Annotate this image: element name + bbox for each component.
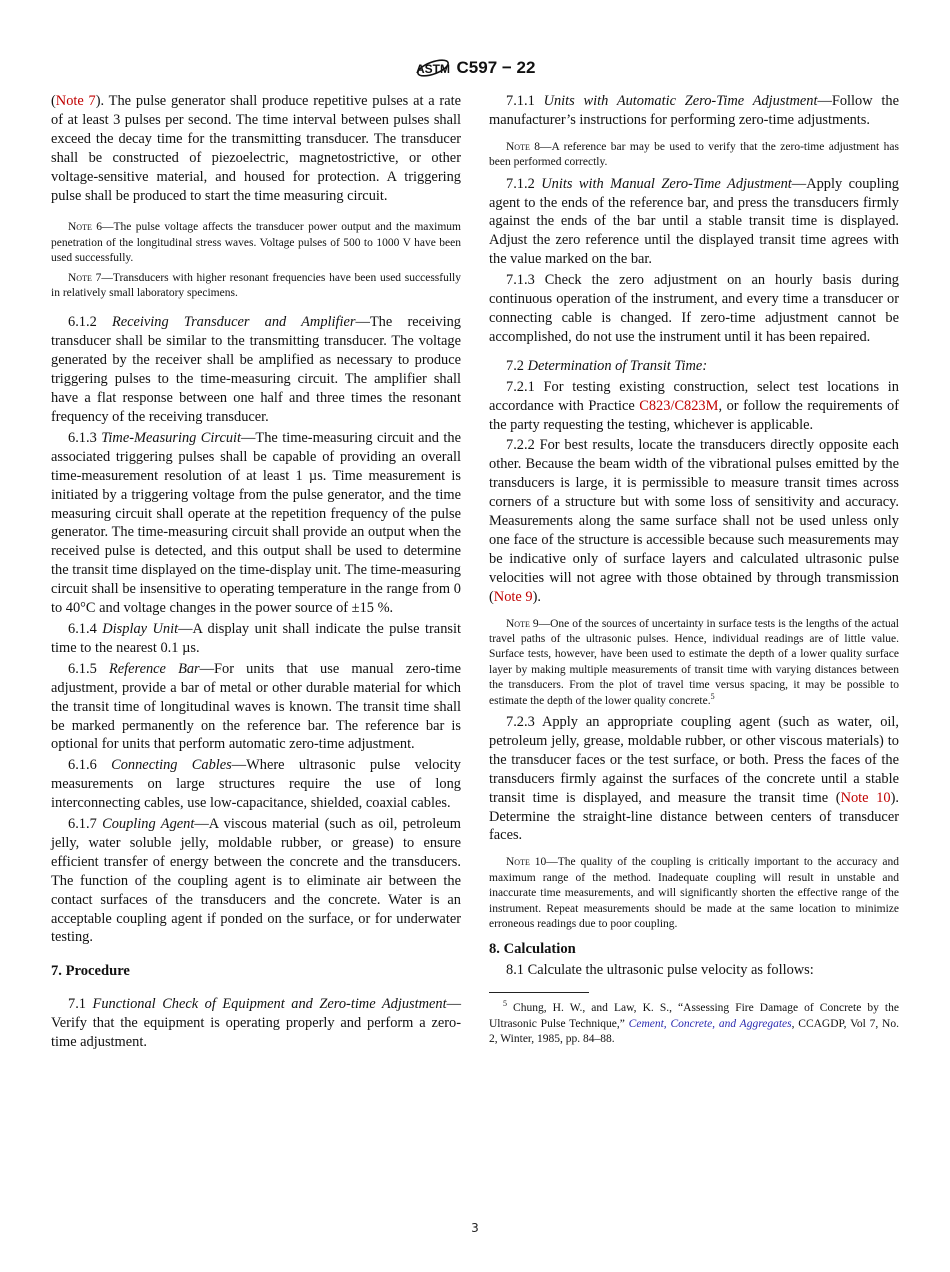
section-7-1-3: 7.1.3 Check the zero adjustment on an hourly basis during continuous operation of the instrument, and every time a transducer or connecting cable is changed. If zero-time adjustment cannot be accomplished, do not use the instrument until it has been repaired.: [489, 272, 899, 345]
c823-link[interactable]: C823/C823M: [639, 397, 719, 414]
note-7-link[interactable]: Note 7: [55, 93, 96, 109]
section-heading-procedure: 7. Procedure: [51, 963, 130, 980]
section-7-2: 7.2 Determination of Transit Time:: [506, 357, 708, 374]
astm-logo-icon: [415, 54, 451, 82]
section-6-1-7: 6.1.7 Coupling Agent—A viscous material (such as oil, petroleum jelly, water soluble jelly, moldable rubber, or grease) to ensure efficient transfer of energy between the concrete and the transducers. The function of the coupling agent is to eliminate air between the contact surfaces of the transducers and the concrete. Water is an acceptable coupling agent if ponded on the surface, or for underwater testing.: [51, 816, 461, 946]
right-column: [489, 92, 899, 1048]
note-8: Note 8—A reference bar may be used to verify that the zero-time adjustment has been performed correctly.: [489, 140, 899, 169]
section-7-2-1: 7.2.1 For testing existing construction, select test locations in accordance with Practice C823/C823M, or follow the requirements of the party requesting the testing, whichever is applicable.: [489, 378, 899, 433]
left-column: [51, 92, 461, 1054]
footnote-5-marker[interactable]: 5: [710, 691, 715, 701]
note-7: Note 7—Transducers with higher resonant frequencies have been used successfully in relatively small laboratory specimens.: [51, 271, 461, 300]
section-8-1: 8.1 Calculate the ultrasonic pulse velocity as follows:: [506, 962, 814, 979]
note-9-link[interactable]: Note 9: [493, 588, 533, 605]
page-header: [0, 54, 950, 87]
section-7-1-1: 7.1.1 Units with Automatic Zero-Time Adjustment—Follow the manufacturer’s instructions for performing zero-time adjustments.: [489, 93, 899, 128]
note-9: Note 9—One of the sources of uncertainty in surface tests is the lengths of the actual travel paths of the ultrasonic pulses. Hence, individual readings are of little value. Surface tests, however, have been used to estimate the depth of a lower quality surface layer by making multiple measurements of transit time with varying distances between the transducers. From the plot of travel time versus spacing, it may be possible to estimate the depth of the lower quality concrete.$^5$: [489, 617, 899, 707]
section-7-2-3: 7.2.3 Apply an appropriate coupling agent (such as water, oil, petroleum jelly, grease, moldable rubber, or other viscous materials) to the transducer faces or the test surface, or both. Press the faces of the transducers firmly against the surfaces of the concrete until a stable transit time is displayed, and measure the transit time (Note 10). Determine the straight-line distance between centers of transducer faces.: [489, 714, 899, 844]
note-6: Note 6—The pulse voltage affects the transducer power output and the maximum penetration of the longitudinal stress waves. Voltage pulses of 500 to 1000 V have been used successfully.: [51, 221, 462, 265]
section-6-1-5: 6.1.5 Reference Bar—For units that use manual zero-time adjustment, provide a bar of metal or other durable material for which the transit time of longitudinal waves is known. The transit time shall be marked permanently on the reference bar. The reference bar is optional for units that perform automatic zero-time adjustment.: [51, 660, 461, 753]
section-6-1-6: 6.1.6 Connecting Cables—Where ultrasonic pulse velocity measurements on large structures require the use of long interconnecting cables, use low-capacitance, shielded, coaxial cables.: [51, 757, 461, 812]
svg-text:ASTM: ASTM: [415, 62, 450, 76]
document-id: C597 − 22: [456, 58, 536, 77]
section-7-1: 7.1 Functional Check of Equipment and Zero-time Adjustment—Verify that the equipment is operating properly and perform a zero-time adjustment.: [51, 996, 461, 1051]
section-6-1-3: 6.1.3 Time-Measuring Circuit—The time-measuring circuit and the associated triggering pulses shall be capable of providing an overall time-measurement resolution of at least 1 µs. Time measurement is initiated by a triggering voltage from the pulse generator, and the time measuring circuit shall operate at the repetition frequency of the pulse generator. The time-measuring circuit shall provide an output when the received pulse is detected, and this output shall be used to determine the transit time displayed on the time-display unit. The time-measuring circuit shall be insensitive to operating temperature in the range from 0 to 40°C and voltage changes in the power source of ±15 %.: [51, 429, 461, 617]
journal-link[interactable]: Cement, Concrete, and Aggregates: [628, 1017, 792, 1030]
footnote-5: $^5$ Chung, H. W., and Law, K. S., “Assessing Fire Damage of Concrete by the Ultrasonic Pulse Technique,” Cement, Concrete, and Aggregates, CCAGDP, Vol 7, No. 2, Winter, 1985, pp. 84–88.: [489, 999, 899, 1046]
footnote-divider: [489, 992, 589, 993]
section-6-1-4: 6.1.4 Display Unit—A display unit shall indicate the pulse transit time to the nearest 0.1 µs.: [51, 620, 461, 656]
note-10: Note 10—The quality of the coupling is critically important to the accuracy and maximum range of the method. Inadequate coupling will result in unstable and inaccurate time measurements, and will significantly shorten the effective range of the instrument. Repeat measurements should be made at the same location to minimize erroneous readings due to poor coupling.: [489, 856, 899, 930]
paragraph-611-continued: (Note 7). The pulse generator shall produce repetitive pulses at a rate of at least 3 pulses per second. The time interval between pulses shall exceed the decay time for the transmitting transducer. The transducer shall be constructed of piezoelectric, magnetostrictive, or other voltage-sensitive material, and housed for protection. A triggering pulse shall be produced to start the time measuring circuit.: [51, 93, 461, 204]
note-10-link[interactable]: Note 10: [840, 789, 891, 806]
section-7-1-2: 7.1.2 Units with Manual Zero-Time Adjustment—Apply coupling agent to the ends of the reference bar, and press the transducers firmly against the ends of the bar until a stable transit time is displayed. Adjust the zero reference until the displayed transit time agrees with the value marked on the bar.: [489, 175, 899, 268]
page-number: 3: [471, 1221, 479, 1235]
section-heading-calculation: 8. Calculation: [489, 941, 576, 958]
section-7-2-2: 7.2.2 For best results, locate the transducers directly opposite each other. Because the beam width of the vibrational pulses emitted by the transducers is large, it is permissible to measure transit times across corners of a structure but with some loss of sensitivity and accuracy. Measurements along the same surface shall not be used unless only one face of the structure is accessible because such measurements may be indicative only of surface layers and calculated ultrasonic pulse velocities will not agree with those obtained by through transmission (Note 9).: [489, 437, 899, 605]
section-6-1-2: 6.1.2 Receiving Transducer and Amplifier—The receiving transducer shall be similar to the transmitting transducer. The voltage generated by the receiver shall be amplified as necessary to produce triggering pulses to the time-measuring circuit. The amplifier shall have a flat response between one half and three times the resonant frequency of the receiving transducer.: [51, 314, 461, 425]
